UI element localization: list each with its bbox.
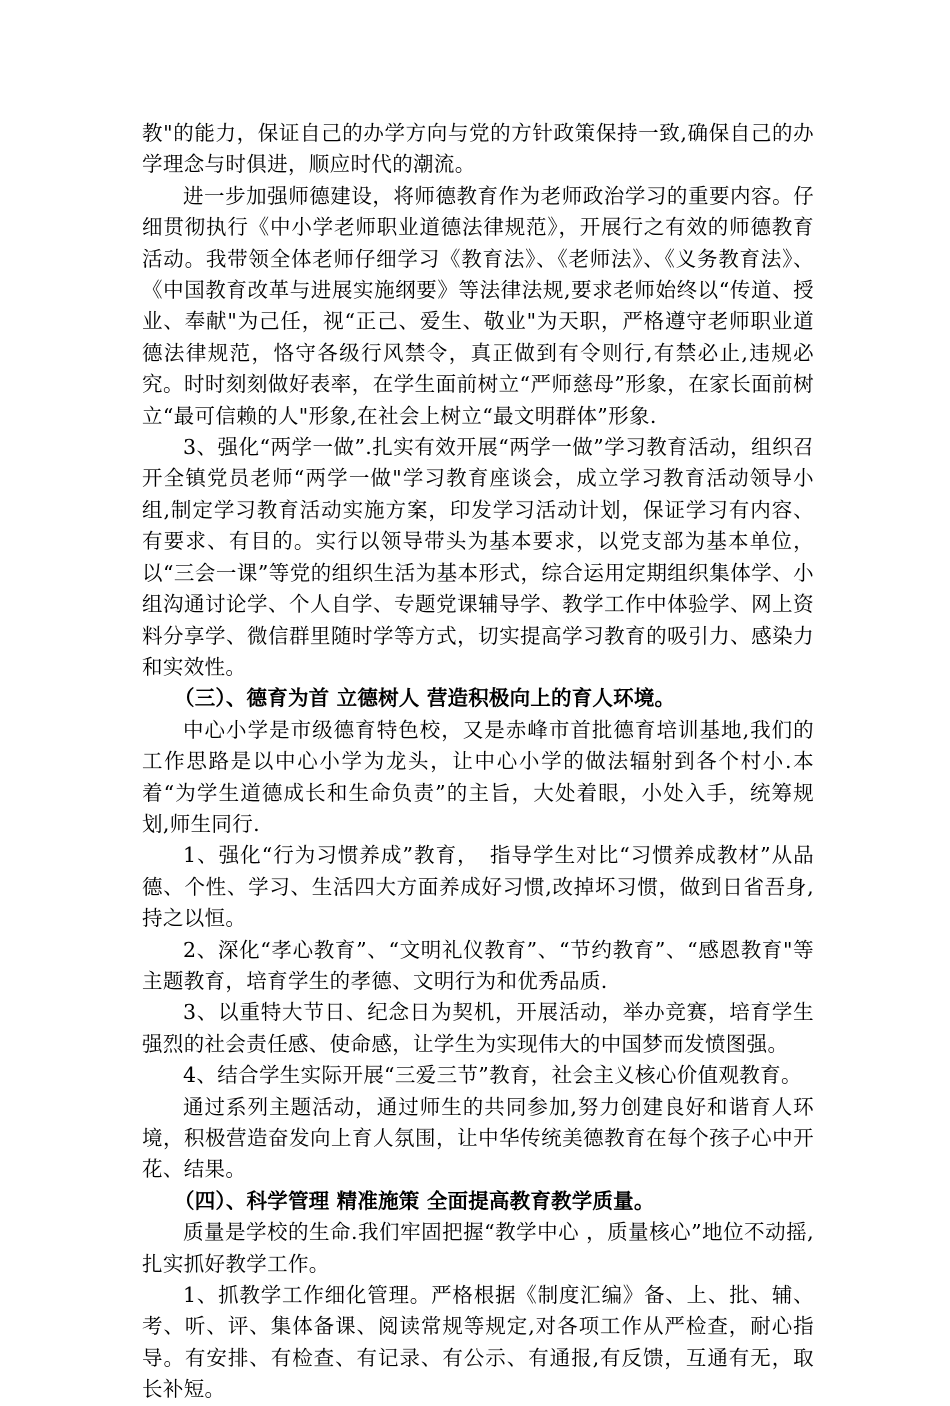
paragraph-filial-education: 2、深化“孝心教育”、“文明礼仪教育”、“节约教育”、“感恩教育"等主题教育，培育学生的孝德、文明行为和优秀品质. [142, 937, 814, 993]
paragraph-two-studies: 3、强化“两学一做”.扎实有效开展“两学一做”学习教育活动，组织召开全镇党员老师“两学一做"学习教育座谈会，成立学习教育活动领导小组,制定学习教育活动实施方案，印发学习活动计划，保证学习有内容、有要求、有目的。实行以领导带头为基本要求，以党支部为基本单位，以“三会一课”等党的组织生活为基本形式，综合运用定期组织集体学、小组沟通讨论学、个人自学、专题党课辅导学、教学工作中体验学、网上资料分享学、微信群里随时学等方式，切实提高学习教育的吸引力、感染力和实效性。 [142, 435, 814, 679]
section-heading-moral-education: （三）、德育为首 立德树人 营造积极向上的育人环境。 [174, 686, 676, 711]
paragraph-teaching-management: 1、抓教学工作细化管理。严格根据《制度汇编》备、上、批、辅、考、听、评、集体备课、阅读常规等规定,对各项工作从严检查，耐心指导。有安排、有检查、有记录、有公示、有通报,有反馈，互通有无，取长补短。 [142, 1283, 814, 1402]
paragraph-festival-activities: 3、以重特大节日、纪念日为契机，开展活动，举办竞赛，培育学生强烈的社会责任感、使命感，让学生为实现伟大的中国梦而发愤图强。 [142, 1000, 814, 1056]
paragraph-teacher-ethics: 进一步加强师德建设，将师德教育作为老师政治学习的重要内容。仔细贯彻执行《中小学老师职业道德法律规范》，开展行之有效的师德教育活动。我带领全体老师仔细学习《教育法》、《老师法》、《义务教育法》、《中国教育改革与进展实施纲要》等法律法规,要求老师始终以“传道、授业、奉献"为己任，视“正己、爱生、敬业"为天职，严格遵守老师职业道德法律规范，恪守各级行风禁令，真正做到有令则行,有禁必止,违规必究。时时刻刻做好表率，在学生面前树立“严师慈母”形象，在家长面前树立“最可信赖的人"形象,在社会上树立“最文明群体”形象. [142, 183, 814, 428]
paragraph-habit-education: 1、强化“行为习惯养成”教育， 指导学生对比“习惯养成教材”从品德、个性、学习、生活四大方面养成好习惯,改掉坏习惯，做到日省吾身,持之以恒。 [142, 843, 814, 931]
paragraph-three-loves: 4、结合学生实际开展“三爱三节”教育，社会主义核心价值观教育。 [183, 1063, 802, 1088]
paragraph-central-school: 中心小学是市级德育特色校，又是赤峰市首批德育培训基地,我们的工作思路是以中心小学为龙头，让中心小学的做法辐射到各个村小.本着“为学生道德成长和生命负责”的主旨，大处着眼，小处入手，统筹规划,师生同行. [142, 717, 814, 836]
paragraph-quality: 质量是学校的生命.我们牢固把握“教学中心 ，质量核心”地位不动摇,扎实抓好教学工作。 [142, 1220, 814, 1276]
document-page [142, 118, 814, 1406]
section-heading-scientific-management: （四）、科学管理 精准施策 全面提高教育教学质量。 [174, 1188, 655, 1213]
paragraph-theme-activities: 通过系列主题活动，通过师生的共同参加,努力创建良好和谐育人环境，积极营造奋发向上育人氛围，让中华传统美德教育在每个孩子心中开花、结果。 [142, 1094, 814, 1182]
paragraph-continued: 教"的能力，保证自己的办学方向与党的方针政策保持一致,确保自己的办学理念与时俱进，顺应时代的潮流。 [142, 121, 814, 177]
